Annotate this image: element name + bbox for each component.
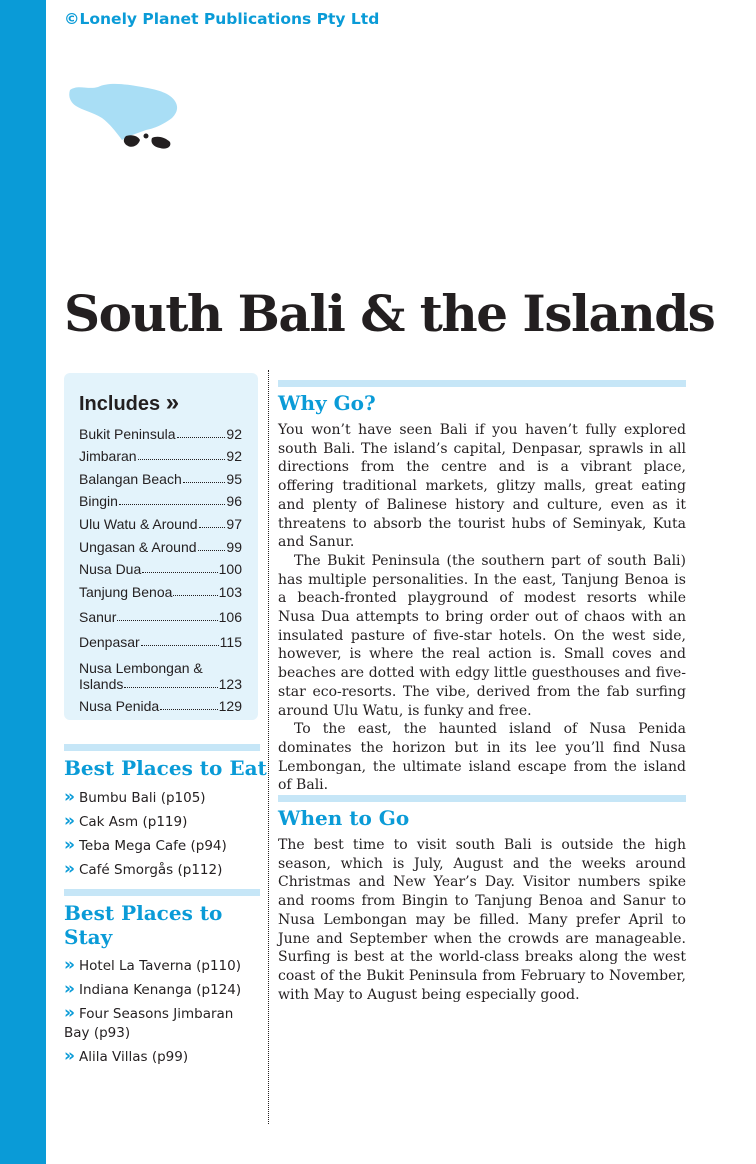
why-go-heading: Why Go?	[278, 391, 376, 415]
toc-item-name: Ulu Watu & Around	[79, 515, 198, 532]
why-go-paragraph: The Bukit Peninsula (the southern part of south Bali) has multiple personalities. In the east, Tanjung Benoa is a beach-fronted playground of modest resorts while Nusa Dua attempts to bring order out of chaos with an insulated pasture of five-star hotels. On the west side, however, is where the real action is. Small coves and beaches are dotted with edgy little guesthouses and five-star eco-resorts. The vibe, derived from the fab surfing around Ulu Watu, is funky and free.	[278, 552, 686, 719]
why-go-paragraph: To the east, the haunted island of Nusa Penida dominates the horizon but in its lee you’ll find Nusa Lembongan, the ultimate island escape from the island of Bali.	[278, 721, 686, 794]
list-item-text: Four Seasons Jimbaran Bay (p93)	[64, 1006, 234, 1041]
toc-leader-dots	[138, 459, 226, 460]
best-stay-list	[64, 956, 260, 1071]
toc-leader-dots	[119, 504, 226, 505]
when-to-go-heading: When to Go	[278, 806, 410, 830]
list-item-text: Bumbu Bali (p105)	[78, 790, 206, 806]
toc-leader-dots	[183, 482, 226, 483]
toc-leader-dots	[173, 595, 217, 596]
toc-item-name: Nusa Dua	[79, 561, 142, 578]
when-to-go-body	[278, 836, 686, 1004]
toc-item-name: Nusa Lembongan &	[79, 659, 203, 676]
raquo-icon: »	[64, 955, 75, 975]
toc-item[interactable]	[79, 650, 242, 692]
toc-item-page: 92	[226, 425, 242, 442]
chevron-right-icon: »	[165, 389, 180, 416]
nusa-penida-shape	[151, 137, 170, 149]
nusa-lembongan-shape	[144, 134, 149, 139]
bali-locator-map	[66, 80, 186, 154]
toc-item[interactable]	[79, 692, 242, 715]
list-item-text: Indiana Kenanga (p124)	[78, 982, 242, 998]
list-item	[64, 956, 260, 976]
toc-item-name: Nusa Penida	[79, 698, 160, 715]
toc-item[interactable]	[79, 509, 242, 532]
toc-item-name: Ungasan & Around	[79, 538, 197, 555]
toc-leader-dots	[124, 687, 217, 688]
column-divider	[268, 370, 269, 1124]
list-item	[64, 1004, 250, 1043]
list-item-text: Alila Villas (p99)	[78, 1049, 189, 1065]
list-item-text: Teba Mega Cafe (p94)	[78, 838, 227, 854]
toc-item[interactable]	[79, 464, 242, 487]
why-go-body	[278, 421, 686, 795]
list-item-text: Hotel La Taverna (p110)	[78, 958, 242, 974]
toc-leader-dots	[199, 527, 226, 528]
toc-leader-dots	[117, 620, 217, 621]
toc-item-name: Bingin	[79, 493, 118, 510]
toc-item-name: Sanur	[79, 608, 117, 625]
toc-item[interactable]	[79, 577, 242, 600]
toc-item-page: 100	[218, 561, 242, 578]
raquo-icon: »	[64, 1003, 75, 1023]
list-item	[64, 980, 260, 1000]
toc-item-name-cont: Islands	[79, 675, 124, 692]
list-item-text: Cak Asm (p119)	[78, 814, 188, 830]
best-stay-heading	[64, 901, 222, 949]
list-item	[64, 788, 260, 808]
toc-item-page: 106	[218, 608, 242, 625]
best-eat-rule	[64, 744, 260, 751]
best-stay-heading-line2: Stay	[64, 925, 113, 949]
list-item	[64, 812, 260, 832]
toc-item[interactable]	[79, 419, 242, 442]
toc-item-page: 97	[226, 515, 242, 532]
includes-heading-text: Includes	[79, 393, 161, 415]
best-eat-heading: Best Places to Eat	[64, 756, 267, 780]
toc-item-page: 96	[226, 493, 242, 510]
raquo-icon: »	[64, 787, 75, 807]
toc-item-page: 99	[226, 538, 242, 555]
copyright-notice: ©Lonely Planet Publications Pty Ltd	[64, 10, 380, 28]
toc-item[interactable]	[79, 442, 242, 465]
toc-item-page: 129	[218, 698, 242, 715]
why-go-paragraph: You won’t have seen Bali if you haven’t fully explored south Bali. The island’s capital, Denpasar, sprawls in all directions from the centre and is a vibrant place, offering traditional markets, glitzy malls, great eating and plenty of Balinese history and culture, even as it threatens to absorb the tourist hubs of Seminyak, Kuta and Sanur.	[278, 422, 686, 551]
best-stay-rule	[64, 889, 260, 896]
raquo-icon: »	[64, 979, 75, 999]
toc-item-name-block	[79, 660, 242, 692]
toc-leader-dots	[142, 572, 217, 573]
list-item	[64, 836, 260, 856]
raquo-icon: »	[64, 811, 75, 831]
toc-item[interactable]	[79, 625, 242, 650]
sidebar-color-bar	[0, 0, 46, 1164]
toc-item[interactable]	[79, 532, 242, 555]
toc-item-name: Tanjung Benoa	[79, 583, 173, 600]
includes-list	[79, 419, 242, 714]
toc-leader-dots	[177, 437, 226, 438]
toc-item-name: Bukit Peninsula	[79, 425, 176, 442]
includes-heading	[79, 391, 179, 416]
toc-leader-dots	[141, 645, 219, 646]
toc-item[interactable]	[79, 600, 242, 625]
when-to-go-paragraph: The best time to visit south Bali is outside the high season, which is July, August and the weeks around Christmas and New Year’s Day. Visitor numbers spike and rooms from Bingin to Tanjung Benoa and Sanur to Nusa Lembongan may be filled. Many prefer April to June and September when the crowds are manageable. Surfing is best at the world-class breaks along the west coast of the Bukit Peninsula from February to November, with May to August being especially good.	[278, 837, 686, 1003]
toc-item-name: Denpasar	[79, 633, 140, 650]
page-title: South Bali & the Islands	[64, 284, 715, 343]
list-item	[64, 1047, 260, 1067]
when-to-go-rule	[278, 795, 686, 802]
why-go-rule	[278, 380, 686, 387]
best-eat-list	[64, 788, 260, 884]
list-item-text: Café Smorgås (p112)	[78, 862, 223, 878]
bali-island-shape	[69, 84, 177, 140]
toc-item-page: 92	[226, 448, 242, 465]
raquo-icon: »	[64, 1046, 75, 1066]
toc-item[interactable]	[79, 555, 242, 578]
bukit-peninsula-shape	[124, 135, 140, 147]
toc-item-page: 123	[218, 675, 242, 692]
toc-item-page: 103	[218, 583, 242, 600]
raquo-icon: »	[64, 835, 75, 855]
includes-box	[64, 373, 258, 720]
best-stay-heading-line1: Best Places to	[64, 901, 223, 925]
toc-item-name: Jimbaran	[79, 448, 137, 465]
toc-leader-dots	[198, 550, 226, 551]
toc-item[interactable]	[79, 487, 242, 510]
toc-item-name: Balangan Beach	[79, 470, 182, 487]
list-item	[64, 860, 260, 880]
toc-item-page: 115	[219, 633, 242, 650]
toc-item-line2	[79, 676, 242, 692]
toc-item-page: 95	[226, 470, 242, 487]
toc-leader-dots	[160, 709, 217, 710]
raquo-icon: »	[64, 859, 75, 879]
